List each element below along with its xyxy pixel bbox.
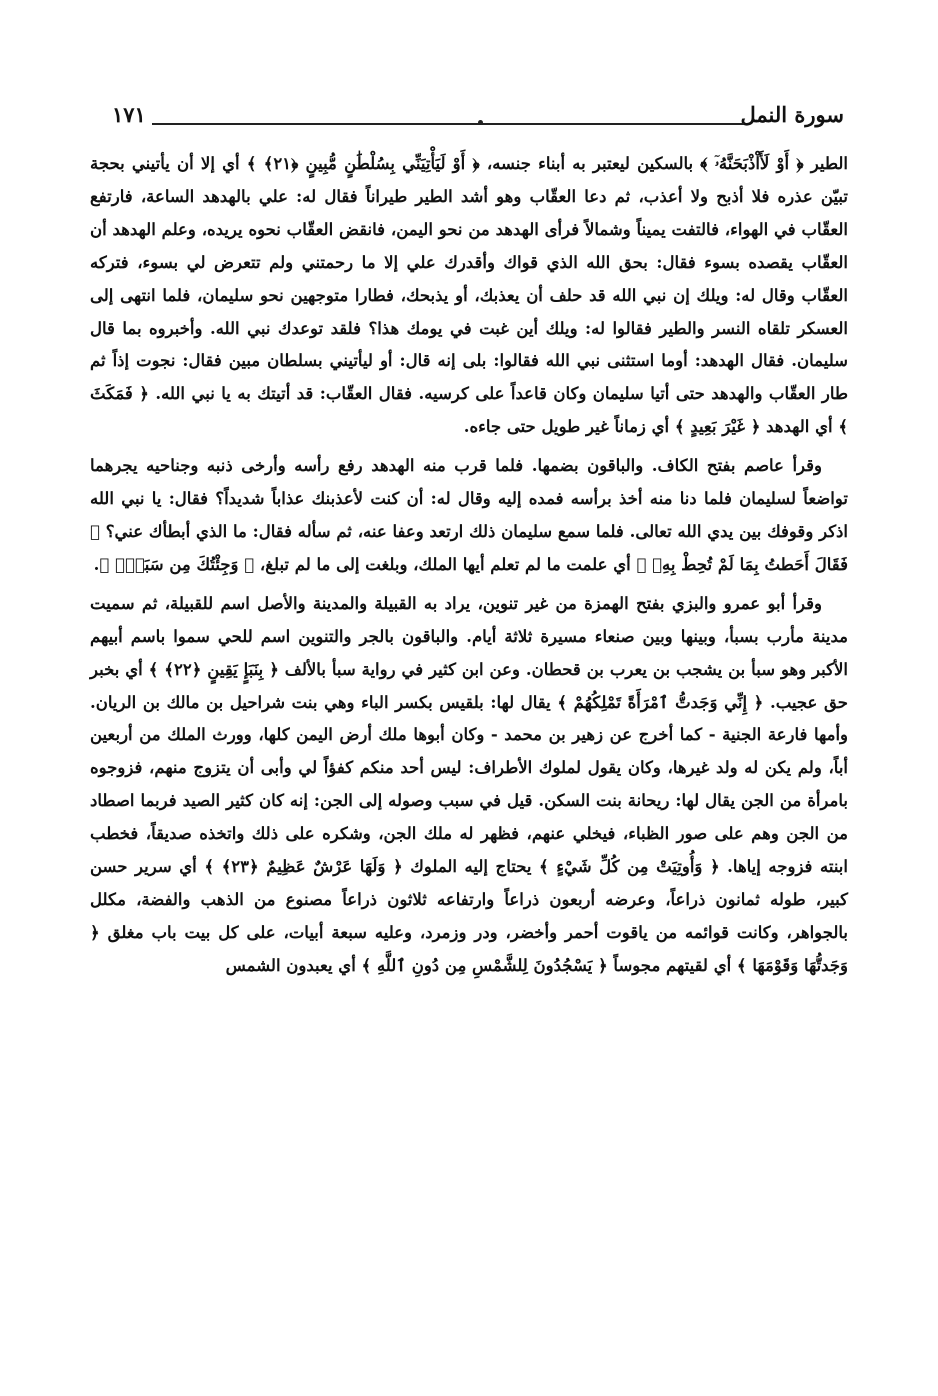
page-header [112, 100, 844, 134]
paragraph: وقرأ أبو عمرو والبزي بفتح الهمزة من غير تنوين، يراد به القبيلة والمدينة والأصل اسم للقبيلة، ثم سميت مدينة مأرب بسبأ، وبينها وبين صنعاء مسيرة ثلاثة أيام. والباقون بالجر والتنوين اسم للحي سموا باسم أبيهم الأكبر وهو سبأ بن يشجب بن يعرب بن قحطان. وعن ابن كثير في رواية سبأ بالألف ﴿ بِنَبَإٍ يَقِينٍ ﴿٢٢﴾ ﴾ أي بخبر حق عجيب. ﴿ إِنِّي وَجَدتُّ ٱمْرَأَةً تَمْلِكُهُمْ ﴾ يقال لها: بلقيس بكسر الباء وهي بنت شراحيل بن مالك بن الريان. وأمها فارعة الجنية - كما أخرج عن زهير بن محمد - وكان أبوها ملك أرض اليمن كلها، وورث الملك من أربعين أباً، ولم يكن له ولد غيرها، وكان يقول لملوك الأطراف: ليس أحد منكم كفؤاً لي وأبى أن يتزوج منهم، فزوجوه بامرأة من الجن يقال لها: ريحانة بنت السكن. قيل في سبب وصوله إلى الجن: إنه كان كثير الصيد فربما اصطاد من الجن وهم على صور الظباء، فيخلي عنهم، فظهر له ملك الجن، وشكره على ذلك واتخذه صديقاً، فخطب ابنته فزوجه إياها. ﴿ وَأُوتِيَتْ مِن كُلِّ شَيْءٍ ﴾ يحتاج إليه الملوك ﴿ وَلَهَا عَرْشٌ عَظِيمٌ ﴿٢٣﴾ ﴾ أي سرير حسن كبير، طوله ثمانون ذراعاً، وعرضه أربعون ذراعاً وارتفاعه ثلاثون ذراعاً مصنوع من الذهب والفضة، مكلل بالجواهر، وكانت قوائمه من ياقوت أحمر وأخضر، ودر وزمرد، وعليه سبعة أبيات، على كل بيت باب مغلق ﴿ وَجَدتُّهَا وَقَوْمَهَا ﴾ أي لقيتهم مجوساً ﴿ يَسْجُدُونَ لِلشَّمْسِ مِن دُونِ ٱللَّهِ ﴾ أي يعبدون الشمس [90, 593, 848, 975]
header-rule [152, 123, 744, 125]
header-ornament-dot [478, 120, 483, 125]
surah-title: سورة النمل [740, 102, 844, 127]
paragraph: الطير ﴿ أَوْ لَأَاْذْبَحَنَّهُۥٓ ﴾ بالسكين ليعتبر به أبناء جنسه، ﴿ أَوْ لَيَأْتِيَنِّي بِسُلْطَٰنٍ مُّبِينٍ ﴿٢١﴾ ﴾ أي إلا أن يأتيني بحجة تبيّن عذره فلا أذبح ولا أعذب، ثم دعا العقّاب وهو أشد الطير طيراناً فقال له: علي بالهدهد الساعة، فارتفع العقّاب في الهواء، فالتفت يميناً وشمالاً فرأى الهدهد من نحو اليمن، فانقض العقّاب نحوه يريده، وعلم الهدهد أن العقّاب يقصده بسوء فقال: بحق الله الذي قواك وأقدرك علي إلا ما رحمتني ولم تتعرض لي بسوء، فتركه العقّاب وقال له: ويلك إن نبي الله قد حلف أن يعذبك، أو يذبحك، فطارا متوجهين نحو سليمان، فلما انتهى إلى العسكر تلقاه النسر والطير فقالوا له: ويلك أين غبت في يومك هذا؟ فلقد توعدك نبي الله. وأخبروه بما قال سليمان. فقال الهدهد: أوما استثنى نبي الله فقالوا: بلى إنه قال: أو ليأتيني بسلطان مبين فقال: نجوت إذاً ثم طار العقّاب والهدهد حتى أتيا سليمان وكان قاعداً على كرسيه. فقال العقّاب: قد أتيتك به يا نبي الله. ﴿ فَمَكَثَ ﴾ أي الهدهد ﴿ غَيْرَ بَعِيدٍ ﴾ أي زماناً غير طويل حتى جاءه. [90, 154, 848, 437]
page-number: ١٧١ [112, 102, 146, 127]
commentary-text [90, 148, 848, 983]
paragraph: وقرأ عاصم بفتح الكاف. والباقون بضمها. فلما قرب منه الهدهد رفع رأسه وأرخى ذنبه وجناحيه يجرهما تواضعاً لسليمان فلما دنا منه أخذ برأسه فمده إليه وقال له: أن كنت لأعذبنك عذاباً شديداً؟ فقال: يا نبي الله اذكر وقوفك بين يدي الله تعالى. فلما سمع سليمان ذلك ارتعد وعفا عنه، ثم سأله فقال: ما الذي أبطأك عني؟ ﴿ فَقَالَ أَحَطتُ بِمَا لَمْ تُحِطْ بِهِۦ ﴾ أي علمت ما لم تعلم أيها الملك، وبلغت إلى ما لم تبلغ، ﴿ وَجِئْتُكَ مِن سَبَإٍۭ ﴾. [90, 456, 848, 574]
